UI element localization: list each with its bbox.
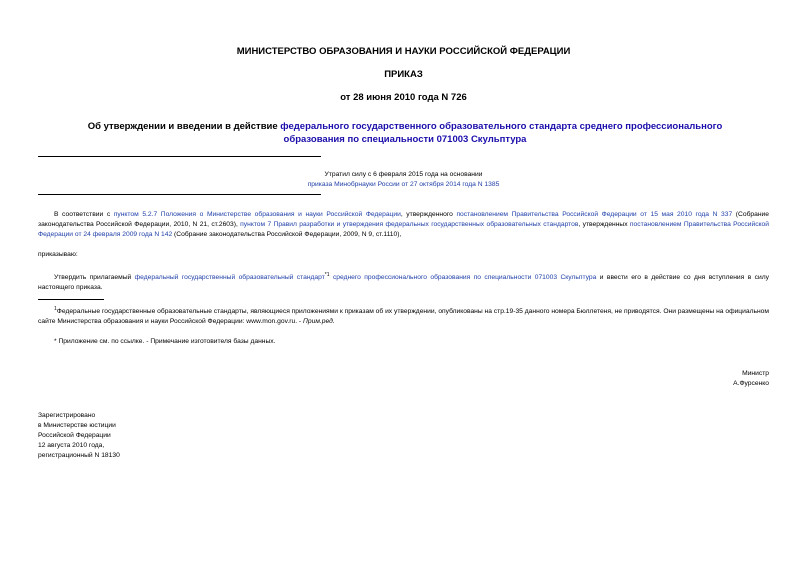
registration-line: регистрационный N 18130: [38, 452, 120, 459]
specialty-link[interactable]: среднего профессионального образования по специальности 071003 Скульптура: [332, 274, 597, 282]
footnote-marker-1: 1: [326, 272, 330, 278]
attachment-note: * Приложение см. по ссылке. - Примечание изготовителя базы данных.: [54, 338, 276, 345]
rules-point-7-link[interactable]: пунктом 7 Правил разработки и утверждения федеральных государственных образовательных стандартов: [240, 221, 579, 228]
footnote-marker-1-ref: 1: [54, 306, 57, 312]
separator-line-top: [38, 156, 321, 157]
registration-line: 12 августа 2010 года,: [38, 442, 105, 449]
registration-line: в Министерстве юстиции: [38, 422, 116, 429]
document-title: [70, 120, 740, 146]
footnote-text: Федеральные государственные образовательные стандарты, являющиеся приложениями к приказам об их утверждении, опубликованы на стр.19-35 данного номера Бюллетеня, не приводятся. Они размещены на официальном сайте Министерства образования и науки Российской Федерации: www.mon.gov.ru. -: [38, 308, 769, 326]
registration-block: [38, 411, 120, 461]
date-number-heading: от 28 июня 2010 года N 726: [340, 92, 467, 103]
doc-type-heading: ПРИКАЗ: [384, 69, 423, 80]
separator-line-bottom: [38, 194, 321, 195]
standard-link[interactable]: федеральный государственный образовательный стандарт: [134, 274, 325, 282]
resolution-142-link[interactable]: постановлением Правительства Российской Федерации от 24 февраля 2009 года N 142: [38, 221, 770, 238]
lost-force-note: Утратил силу с 6 февраля 2015 года на основании: [324, 171, 483, 178]
order-word: приказываю:: [38, 251, 78, 258]
preamble-text-c: (Собрание законодательства Российской Федерации, 2010, N 21, ст.2603),: [38, 211, 769, 228]
registration-line: Зарегистрировано: [38, 412, 96, 419]
preamble-text-e: (Собрание законодательства Российской Федерации, 2009, N 9, ст.1110),: [172, 231, 402, 238]
footnote-separator: [38, 299, 104, 300]
resolution-337-link[interactable]: постановлением Правительства Российской Федерации от 15 мая 2010 года N 337: [456, 211, 733, 218]
approval-paragraph: [38, 270, 769, 293]
ministry-heading: МИНИСТЕРСТВО ОБРАЗОВАНИЯ И НАУКИ РОССИЙСКОЙ ФЕДЕРАЦИИ: [236, 46, 571, 57]
title-prefix: Об утверждении и введении в действие: [87, 121, 281, 132]
preamble-text-a: В соответствии с: [54, 211, 114, 218]
approval-text-b: и ввести его в действие со дня вступления в силу настоящего приказа.: [38, 274, 769, 292]
lost-force-order-link[interactable]: приказа Минобрнауки России от 27 октября 2014 года N 1385: [307, 181, 500, 188]
footnote-paragraph: [38, 304, 769, 327]
title-standard-link[interactable]: федерального государственного образовательного стандарта среднего профессионального образования по специальности 071003 Скульптура: [280, 121, 723, 145]
preamble-text-d: , утвержденных: [578, 221, 630, 228]
signature-name: А.Фурсенко: [733, 380, 769, 387]
signature-position: Министр: [742, 370, 769, 377]
preamble-text-b: , утвержденного: [400, 211, 457, 218]
registration-line: Российской Федерации: [38, 432, 111, 439]
regulation-link-5-2-7[interactable]: пунктом 5.2.7 Положения о Министерстве образования и науки Российской Федерации: [113, 211, 401, 218]
editor-note: Прим.ред.: [303, 318, 335, 326]
footnote-asterisk: *: [324, 272, 327, 278]
approval-text-a: Утвердить прилагаемый: [54, 274, 135, 282]
preamble-paragraph: [38, 210, 769, 240]
